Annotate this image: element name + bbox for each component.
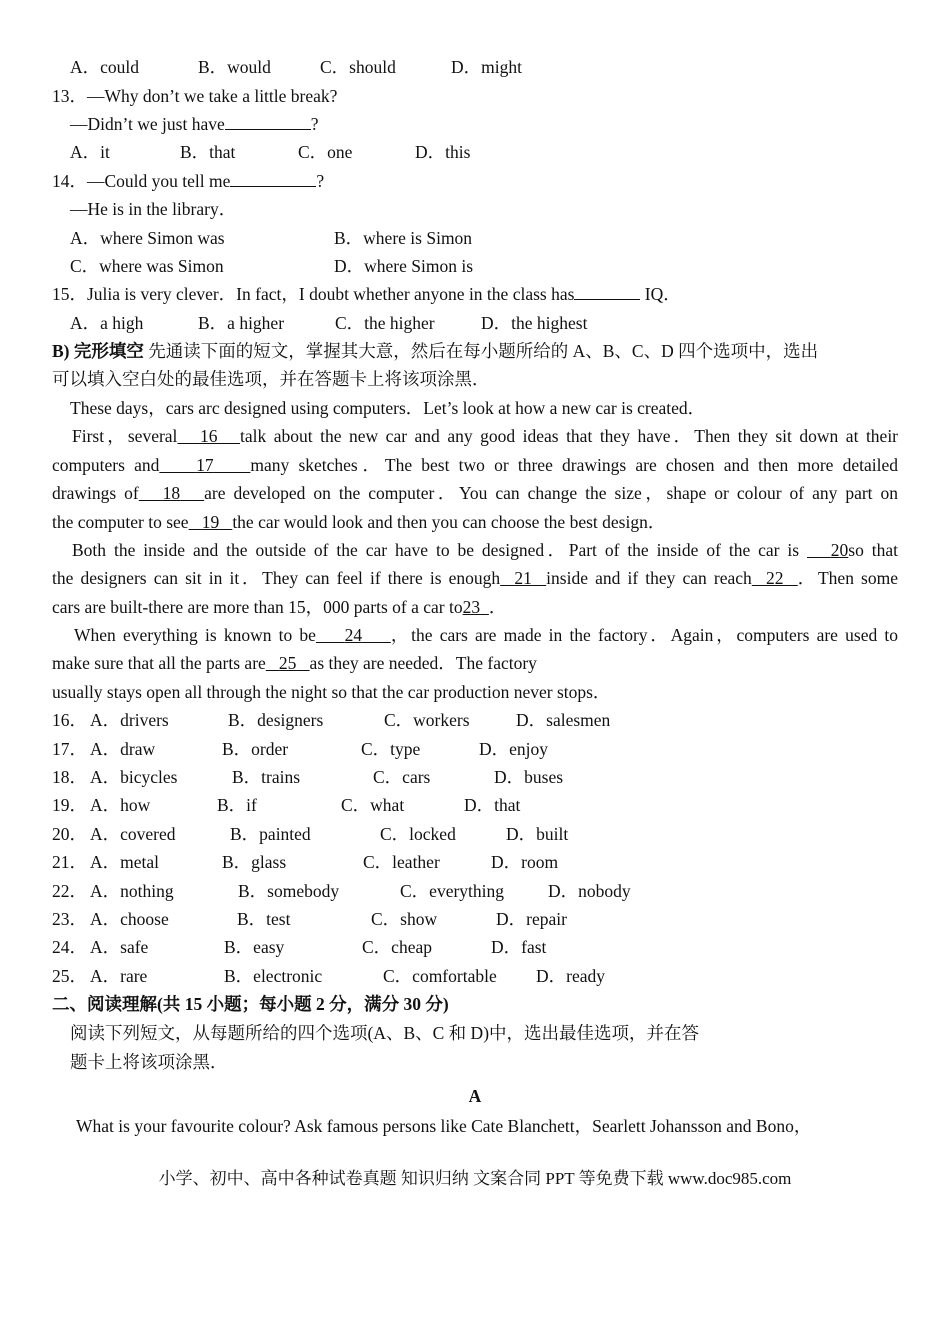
q21-option-d: D．room — [491, 852, 559, 872]
q24-option-b: B．easy — [224, 937, 285, 957]
reading-instr-2: 题卡上将该项涂黑． — [70, 1052, 228, 1072]
q23-option-d: D．repair — [496, 909, 567, 929]
section-b-instructions — [52, 340, 818, 362]
blank-number: 23 — [462, 597, 481, 617]
q24-number: 24． — [52, 937, 87, 957]
passage-p3-line1 — [72, 539, 898, 561]
q14-option-c: C．where was Simon — [70, 256, 224, 276]
blank-24 — [316, 625, 391, 645]
q23-option-b: B．test — [237, 909, 291, 929]
passage-text: talk about the new car and any good ideas that they have．Then they sit down at their — [239, 426, 899, 446]
blank-number: 21 — [514, 568, 532, 588]
q18-number: 18． — [52, 767, 87, 787]
blank-number: 22 — [766, 568, 784, 588]
q17-option-c: C．type — [361, 739, 421, 759]
passage-text: many sketches．The best two or three drawings are chosen and then more detailed — [250, 455, 899, 475]
q20-option-c: C．locked — [380, 824, 456, 844]
passage-p4-line2 — [52, 652, 537, 674]
q24-option-c: C．cheap — [362, 937, 432, 957]
q20-option-b: B．painted — [230, 824, 311, 844]
q24-option-a: A．safe — [90, 937, 149, 957]
q19-option-b: B．if — [217, 795, 257, 815]
q13-option-b: B．that — [180, 142, 236, 162]
passage-text: so that — [848, 540, 899, 560]
blank-25 — [266, 653, 310, 673]
q15-option-b: B．a higher — [198, 313, 285, 333]
blank-23 — [463, 597, 489, 617]
blank-16 — [177, 426, 240, 446]
q12-option-a: A．could — [70, 57, 140, 77]
q16-option-d: D．salesmen — [516, 710, 611, 730]
passage-text: ，the cars are made in the factory．Again，computers are used to — [390, 625, 898, 645]
q14-option-a: A．where Simon was — [70, 228, 225, 248]
q15-blank — [574, 283, 640, 300]
passage-text: ．Then some — [797, 568, 899, 588]
q21-option-b: B．glass — [222, 852, 287, 872]
passage-p3-line2 — [52, 567, 898, 589]
passage-p2-line1 — [72, 425, 898, 447]
q21-option-a: A．metal — [90, 852, 160, 872]
q18-option-a: A．bicycles — [90, 767, 178, 787]
reading-instr-1: 阅读下列短文，从每题所给的四个选项(A、B、C 和 D)中，选出最佳选项，并在答 — [70, 1023, 700, 1043]
blank-number: 17 — [196, 455, 214, 475]
section-b-instr-1: 先通读下面的短文，掌握其大意，然后在每小题所给的 A、B、C、D 四个选项中，选出 — [143, 341, 819, 361]
q19-option-c: C．what — [341, 795, 405, 815]
q22-number: 22． — [52, 881, 87, 901]
q14-stem-text: 14．—Could you tell me — [52, 171, 231, 191]
q21-number: 21． — [52, 852, 87, 872]
q13-reply — [70, 113, 319, 135]
passage-text: as they are needed．The factory — [309, 653, 537, 673]
passage-p3-line3 — [52, 596, 506, 618]
q25-number: 25． — [52, 966, 87, 986]
q25-option-c: C．comfortable — [383, 966, 497, 986]
q15-option-d: D．the highest — [481, 313, 588, 333]
passage-text: ． — [488, 597, 507, 617]
q13-reply-end: ? — [310, 114, 319, 134]
blank-number: 18 — [162, 483, 181, 503]
passage-text: are developed on the computer．You can change the size，shape or colour of any part on — [204, 483, 899, 503]
q20-option-d: D．built — [506, 824, 569, 844]
q17-option-a: A．draw — [90, 739, 156, 759]
passage-text: make sure that all the parts are — [52, 653, 266, 673]
blank-17 — [159, 455, 250, 475]
q19-option-d: D．that — [464, 795, 521, 815]
passage-p2-line2 — [52, 454, 898, 476]
q23-number: 23． — [52, 909, 87, 929]
q23-option-c: C．show — [371, 909, 438, 929]
reading-first-line: What is your favourite colour? Ask famous persons like Cate Blanchett，Searlett Johansson and Bono， — [76, 1116, 812, 1136]
passage-text: inside and if they can reach — [546, 568, 752, 588]
blank-20 — [807, 540, 848, 560]
q17-option-b: B．order — [222, 739, 289, 759]
q15-stem — [52, 283, 681, 305]
q20-option-a: A．covered — [90, 824, 176, 844]
q14-reply: —He is in the library． — [70, 199, 237, 219]
blank-18 — [139, 483, 204, 503]
q17-option-d: D．enjoy — [479, 739, 549, 759]
passage-p2-line3 — [52, 482, 898, 504]
passage-p4-line1 — [74, 624, 898, 646]
q14-stem-end: ? — [316, 171, 325, 191]
q16-number: 16． — [52, 710, 87, 730]
passage-text: When everything is known to be — [74, 625, 316, 645]
q12-option-c: C．should — [320, 57, 396, 77]
blank-number: 20 — [830, 540, 849, 560]
q18-option-c: C．cars — [373, 767, 431, 787]
passage-text: the car would look and then you can choose the best design． — [232, 512, 666, 532]
passage-text: the computer to see — [52, 512, 189, 532]
q17-number: 17． — [52, 739, 87, 759]
passage-text: computers and — [52, 455, 160, 475]
q18-option-b: B．trains — [232, 767, 301, 787]
q13-stem: 13．—Why don’t we take a little break? — [52, 86, 338, 106]
q25-option-a: A．rare — [90, 966, 148, 986]
passage-p4-line3: usually stays open all through the night so that the car production never stops． — [52, 682, 611, 702]
q18-option-d: D．buses — [494, 767, 564, 787]
q23-option-a: A．choose — [90, 909, 169, 929]
blank-number: 16 — [199, 426, 218, 446]
q16-option-c: C．workers — [384, 710, 470, 730]
reading-heading: 二、阅读理解(共 15 小题；每小题 2 分，满分 30 分) — [52, 994, 449, 1014]
passage-p2-line4 — [52, 511, 665, 533]
q20-number: 20． — [52, 824, 87, 844]
passage-text: cars are built-there are more than 15，000 parts of a car to — [52, 597, 463, 617]
q19-option-a: A．how — [90, 795, 151, 815]
q25-option-d: D．ready — [536, 966, 606, 986]
q16-option-a: A．drivers — [90, 710, 169, 730]
q13-blank — [225, 113, 311, 130]
q19-number: 19． — [52, 795, 87, 815]
q14-blank — [230, 170, 316, 187]
q15-stem-text: 15．Julia is very clever．In fact，I doubt whether anyone in the class has — [52, 284, 575, 304]
q22-option-a: A．nothing — [90, 881, 174, 901]
passage-text: Both the inside and the outside of the car have to be designed．Part of the inside of the car is — [72, 540, 800, 560]
q14-option-d: D．where Simon is — [334, 256, 474, 276]
q15-stem-end: IQ． — [640, 284, 681, 304]
q22-option-d: D．nobody — [548, 881, 631, 901]
q15-option-a: A．a high — [70, 313, 144, 333]
blank-number: 24 — [344, 625, 363, 645]
q25-option-b: B．electronic — [224, 966, 323, 986]
blank-21 — [500, 568, 546, 588]
passage-p1: These days，cars arc designed using computers．Let’s look at how a new car is created． — [70, 398, 706, 418]
q22-option-c: C．everything — [400, 881, 505, 901]
q13-option-c: C．one — [298, 142, 353, 162]
page-footer: 小学、初中、高中各种试卷真题 知识归纳 文案合同 PPT 等免费下载 www.doc985.com — [158, 1169, 792, 1188]
q13-option-d: D．this — [415, 142, 471, 162]
reading-part-label: A — [468, 1086, 482, 1106]
q13-reply-text: —Didn’t we just have — [70, 114, 225, 134]
q21-option-c: C．leather — [363, 852, 440, 872]
q15-option-c: C．the higher — [335, 313, 435, 333]
blank-22 — [752, 568, 798, 588]
q12-option-d: D．might — [451, 57, 522, 77]
q24-option-d: D．fast — [491, 937, 547, 957]
section-b-instr-2: 可以填入空白处的最佳选项，并在答题卡上将该项涂黑． — [52, 369, 490, 389]
section-b-heading: B) 完形填空 — [52, 341, 144, 361]
blank-19 — [189, 512, 233, 532]
blank-number: 19 — [201, 512, 220, 532]
passage-text: drawings of — [52, 483, 139, 503]
q16-option-b: B．designers — [228, 710, 324, 730]
q14-option-b: B．where is Simon — [334, 228, 473, 248]
q12-option-b: B．would — [198, 57, 271, 77]
blank-number: 25 — [278, 653, 297, 673]
q13-option-a: A．it — [70, 142, 110, 162]
passage-text: First，several — [72, 426, 178, 446]
passage-text: the designers can sit in it．They can feel if there is enough — [52, 568, 501, 588]
q22-option-b: B．somebody — [238, 881, 340, 901]
q14-stem — [52, 170, 324, 192]
